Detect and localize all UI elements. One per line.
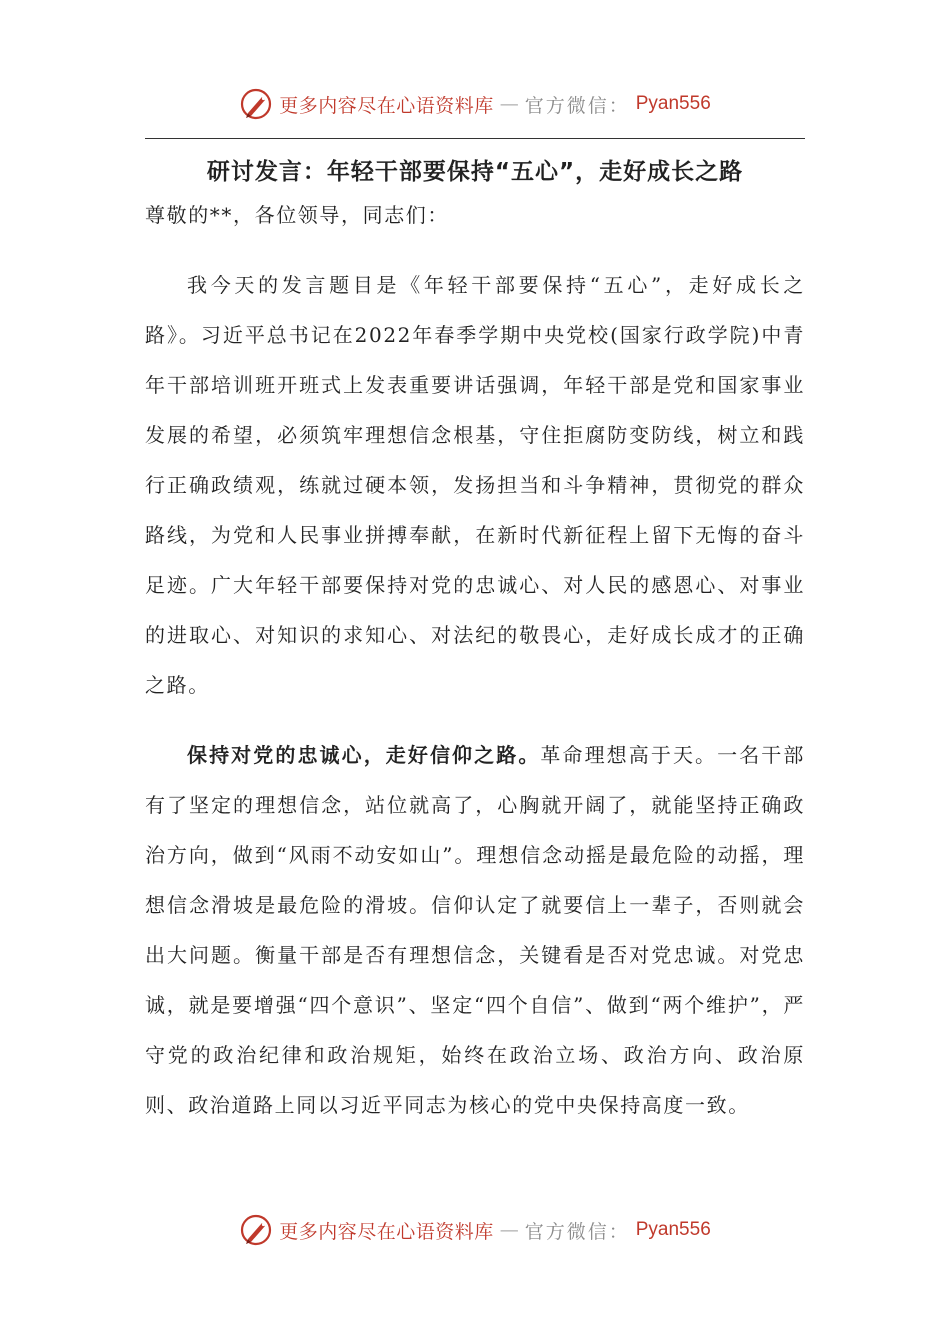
footer-wechat-id: Pyan556 xyxy=(635,1219,711,1240)
paragraph-loyalty-lead: 保持对党的忠诚心，走好信仰之路。 xyxy=(187,743,541,767)
header-brand-text: 更多内容尽在心语资料库 xyxy=(279,94,494,117)
footer-wechat-label: 官方微信： xyxy=(524,1220,630,1243)
footer-separator: — xyxy=(499,1219,519,1241)
paragraph-loyalty xyxy=(145,730,805,1130)
pen-nib-logo-icon xyxy=(239,1213,273,1247)
header-wechat-id: Pyan556 xyxy=(635,93,711,114)
header-banner xyxy=(0,84,950,124)
header-wechat-label: 官方微信： xyxy=(524,94,630,117)
footer-brand-text: 更多内容尽在心语资料库 xyxy=(279,1220,494,1243)
paragraph-loyalty-body: 革命理想高于天。一名干部有了坚定的理想信念，站位就高了，心胸就开阔了，就能坚持正确政治方向，做到“风雨不动安如山”。理想信念动摇是最危险的动摇，理想信念滑坡是最危险的滑坡。信仰认定了就要信上一辈子，否则就会出大问题。衡量干部是否有理想信念，关键看是否对党忠诚。对党忠诚，就是要增强“四个意识”、坚定“四个自信”、做到“两个维护”，严守党的政治纪律和政治规矩，始终在政治立场、政治方向、政治原则、政治道路上同以习近平同志为核心的党中央保持高度一致。 xyxy=(145,743,805,1117)
header-separator: — xyxy=(499,93,519,115)
header-divider xyxy=(145,138,805,139)
pen-nib-logo-icon xyxy=(239,87,273,121)
document-title: 研讨发言：年轻干部要保持“五心”，走好成长之路 xyxy=(206,159,744,185)
greeting: 尊敬的**，各位领导，同志们： xyxy=(145,203,449,227)
paragraph-intro: 我今天的发言题目是《年轻干部要保持“五心”，走好成长之路》。习近平总书记在2022年春季学期中央党校(国家行政学院)中青年干部培训班开班式上发表重要讲话强调，年轻干部是党和国家事业发展的希望，必须筑牢理想信念根基，守住拒腐防变防线，树立和践行正确政绩观，练就过硬本领，发扬担当和斗争精神，贯彻党的群众路线，为党和人民事业拼搏奉献，在新时代新征程上留下无悔的奋斗足迹。广大年轻干部要保持对党的忠诚心、对人民的感恩心、对事业的进取心、对知识的求知心、对法纪的敬畏心，走好成长成才的正确之路。 xyxy=(145,273,805,697)
document-body xyxy=(145,190,805,1130)
footer-banner xyxy=(0,1210,950,1250)
